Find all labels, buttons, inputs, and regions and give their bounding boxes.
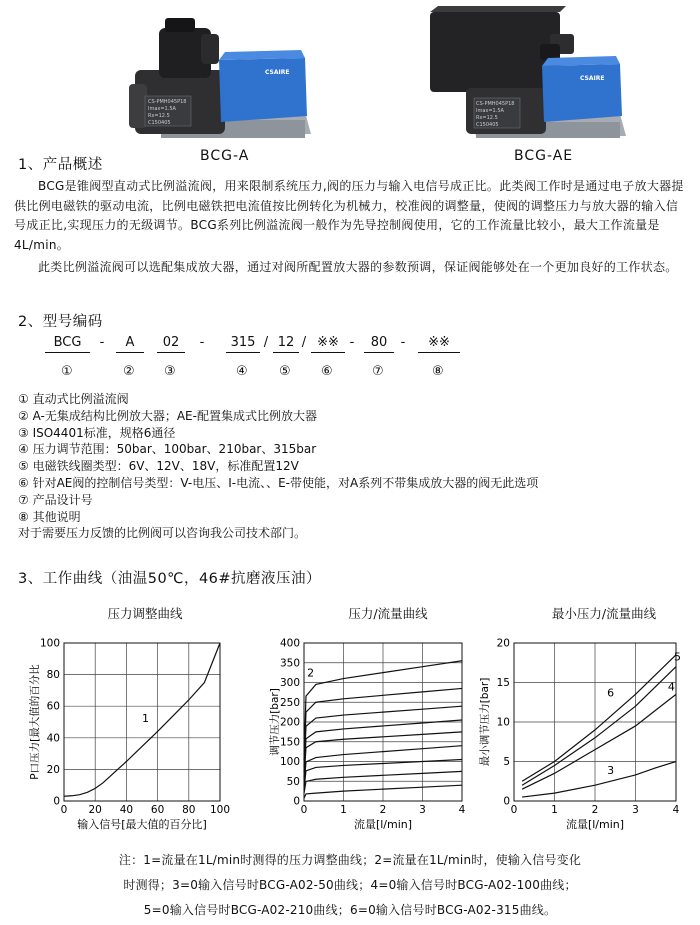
chart2-ytick-label: 400 <box>279 637 300 650</box>
code-seg-dash-2: - <box>199 335 205 350</box>
chart2-ytick-label: 200 <box>279 716 300 729</box>
pressure-adjust-chart <box>0 625 240 840</box>
model-code-row <box>0 335 700 355</box>
chart1-ytick-label: 40 <box>46 732 60 745</box>
right-plate-line-3: Rx=12.5 <box>476 115 498 121</box>
chart3-ytick-label: 10 <box>496 716 510 729</box>
code-number-2: ② <box>123 364 135 379</box>
section-title-model: 2、型号编码 <box>18 314 103 330</box>
right-brand-label: CSAIRE <box>580 75 605 82</box>
code-seg-dash-1: - <box>99 335 105 350</box>
chart1-xtick-label: 20 <box>88 804 102 816</box>
chart3-ytick-label: 0 <box>503 795 510 808</box>
model-legend-item-4: ④ 压力调节范围：50bar、100bar、210bar、315bar <box>18 442 317 457</box>
notes-block <box>0 848 700 923</box>
model-legend-list <box>18 391 688 542</box>
chart3-title: 最小压力/流量曲线 <box>551 606 657 621</box>
chart1-title: 压力调整曲线 <box>107 606 183 621</box>
model-number-row <box>0 364 700 384</box>
chart1-ytick-label: 60 <box>46 700 60 713</box>
model-legend-item-2: ② A-无集成结构比例放大器；AE-配置集成式比例放大器 <box>18 408 317 423</box>
code-seg-xx-2: ※※ <box>428 335 450 350</box>
section-title-overview: 1、产品概述 <box>18 157 103 173</box>
code-number-6: ⑥ <box>321 364 333 379</box>
chart2-xaxis-label: 流量[l/min] <box>353 818 413 831</box>
left-plate-line-2: Imax=1.5A <box>148 106 176 112</box>
right-plate-line-4: C150405 <box>476 122 499 128</box>
chart2-xtick-label: 3 <box>419 804 426 816</box>
model-legend-item-7: ⑦ 产品设计号 <box>18 492 93 507</box>
code-underline-3 <box>157 352 185 353</box>
chart3-xtick-label: 0 <box>510 804 518 816</box>
chart3-series-label-6: 6 <box>607 686 615 700</box>
chart2-xtick-label: 1 <box>340 804 347 816</box>
chart1-xtick-label: 80 <box>182 804 196 816</box>
chart1-series-label: 1 <box>142 712 149 725</box>
code-number-7: ⑦ <box>372 364 384 379</box>
overview-paragraph-2: 此类比例溢流阀可以选配集成放大器，通过对阀所配置放大器的参数预调，保证阀能够处在一个更加良好的工作状态。 <box>38 260 678 274</box>
chart1-ytick-label: 80 <box>46 669 60 682</box>
code-seg-dash-4: - <box>400 335 406 350</box>
code-seg-a: A <box>125 335 135 350</box>
chart2-xtick-label: 4 <box>458 804 466 816</box>
chart1-ytick-label: 100 <box>39 637 60 650</box>
code-seg-dash-3: - <box>349 335 355 350</box>
chart2-ytick-label: 250 <box>279 696 300 709</box>
note-line-3: 5=0输入信号时BCG-A02-210曲线；6=0输入信号时BCG-A02-315曲线。 <box>143 903 557 917</box>
product-caption-bcg-ae: BCG-AE <box>514 148 574 164</box>
chart3-series-label-4: 4 <box>667 680 675 694</box>
chart1-xtick-label: 60 <box>150 804 165 816</box>
left-plate-line-3: Rx=12.5 <box>148 113 170 119</box>
chart3-yaxis-label: 最小调节压力[bar] <box>479 677 491 767</box>
code-seg-315: 315 <box>230 335 256 350</box>
model-legend-item-1: ① 直动式比例溢流阀 <box>18 392 129 406</box>
code-seg-12: 12 <box>277 335 295 350</box>
note-line-1: 注：1=流量在1L/min时测得的压力调整曲线；2=流量在1L/min时，使输入信号变化 <box>118 853 582 867</box>
pressure-flow-chart <box>240 625 480 840</box>
code-seg-slash-2: / <box>301 335 307 350</box>
right-plate-line-2: Imax=1.5A <box>476 108 504 114</box>
chart3-ytick-label: 20 <box>496 637 510 650</box>
chart2-ytick-label: 150 <box>279 736 300 749</box>
code-underline-1 <box>45 352 90 353</box>
valve-bcg-a-illustration <box>115 14 315 144</box>
overview-paragraph-1: BCG是锥阀型直动式比例溢流阀，用来限制系统压力,阀的压力与输入电信号成正比。此类阀工作时是通过电子放大器提供比例电磁铁的驱动电流，比例电磁铁把电流值按比例转化为机械力，校准阀的调整量，使阀的调整压力与放大器的输入信号成正比,实现压力的无级调节。BCG系列比例溢流阀一般作为先导控制阀使用，它的工作流量比较小，最大工作流量是4L/min。 <box>14 179 684 252</box>
chart2-ytick-label: 0 <box>293 795 300 808</box>
product-image-bcg-ae <box>410 4 630 144</box>
section-title-curves: 3、工作曲线（油温50℃，46#抗磨液压油） <box>18 571 322 587</box>
code-underline-6 <box>311 352 345 353</box>
chart1-yaxis-label: P口压力[最大值的百分比 <box>29 664 41 780</box>
chart3-xtick-label: 1 <box>551 804 558 816</box>
min-pressure-flow-chart <box>470 625 700 840</box>
code-seg-xx-1: ※※ <box>317 335 339 350</box>
right-plate-line-1: CS-PMH045P18 <box>476 101 515 107</box>
chart2-yaxis-label: 调节压力[bar] <box>269 688 281 756</box>
chart3-series-line-5 <box>522 655 676 781</box>
product-caption-bcg-a: BCG-A <box>200 148 250 164</box>
code-seg-80: 80 <box>370 335 388 350</box>
chart2-curve-label: 2 <box>307 666 315 680</box>
model-legend-item-3: ③ ISO4401标准，规格6通径 <box>18 425 176 440</box>
code-seg-bcg: BCG <box>53 335 82 350</box>
chart2-ytick-label: 50 <box>286 775 300 788</box>
chart3-ytick-label: 5 <box>503 756 510 768</box>
chart2-xtick-label: 0 <box>300 804 308 816</box>
chart1-xtick-label: 40 <box>119 804 134 816</box>
model-legend-item-8: ⑧ 其他说明 <box>18 509 81 524</box>
chart3-series-label-5: 5 <box>673 650 681 664</box>
chart3-ytick-label: 15 <box>496 677 510 689</box>
code-number-1: ① <box>61 364 73 379</box>
chart3-xtick-label: 2 <box>591 804 599 816</box>
chart1-xaxis-label: 输入信号[最大值的百分比] <box>77 818 207 831</box>
note-line-2: 时测得；3=0输入信号时BCG-A02-50曲线；4=0输入信号时BCG-A02-100曲线； <box>123 878 577 892</box>
model-legend-item-6: ⑥ 针对AE阀的控制信号类型：V-电压、I-电流、、E-带使能，对A系列不带集成放大器的阀无此选项 <box>18 475 539 490</box>
chart1-xtick-label: 100 <box>209 804 231 816</box>
left-plate-line-1: CS-PMH045P18 <box>148 99 187 105</box>
code-underline-8 <box>418 352 460 353</box>
code-number-4: ④ <box>236 364 248 379</box>
chart2-title: 压力/流量曲线 <box>348 606 428 621</box>
chart2-xtick-label: 2 <box>379 804 387 816</box>
chart3-series-label-3: 3 <box>607 764 615 778</box>
code-number-8: ⑧ <box>432 364 444 379</box>
model-legend-item-5: ⑤ 电磁铁线圈类型：6V、12V、18V，标准配置12V <box>18 459 299 474</box>
chart1-ytick-label: 20 <box>46 763 60 776</box>
code-underline-5 <box>273 352 299 353</box>
product-image-bcg-a <box>115 14 315 144</box>
valve-bcg-ae-illustration <box>410 4 630 144</box>
code-number-3: ③ <box>164 364 176 379</box>
chart1-xtick-label: 0 <box>60 804 68 816</box>
chart3-xtick-label: 3 <box>632 804 639 816</box>
left-brand-label: CSAIRE <box>265 69 290 76</box>
chart2-ytick-label: 100 <box>279 756 300 768</box>
code-seg-slash-1: / <box>263 335 269 350</box>
chart1-ytick-label: 0 <box>53 795 60 808</box>
chart2-ytick-label: 350 <box>279 657 300 670</box>
code-underline-4 <box>226 352 260 353</box>
model-legend-footnote: 对于需要压力反馈的比例阀可以咨询我公司技术部门。 <box>18 526 307 541</box>
code-number-5: ⑤ <box>279 364 291 379</box>
left-plate-line-4: C150405 <box>148 120 171 126</box>
chart3-xtick-label: 4 <box>672 804 680 816</box>
chart2-ytick-label: 300 <box>279 677 300 689</box>
chart3-xaxis-label: 流量[l/min] <box>565 818 625 831</box>
code-underline-2 <box>116 352 144 353</box>
chart3-series-line-4 <box>522 694 676 789</box>
code-underline-7 <box>364 352 394 353</box>
code-seg-02: 02 <box>162 335 180 350</box>
